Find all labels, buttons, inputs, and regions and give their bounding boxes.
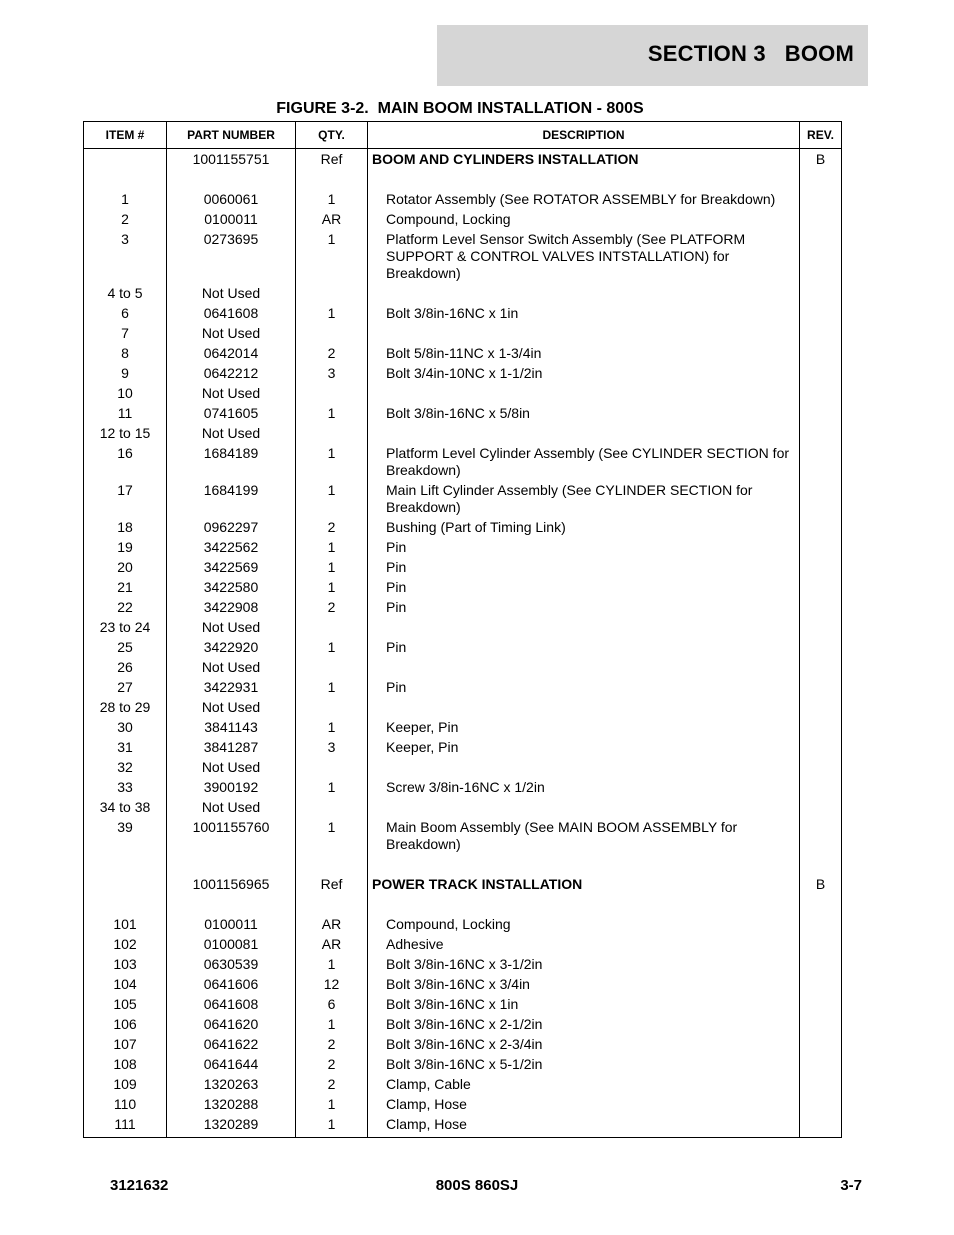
cell-qty: 12 [296, 976, 368, 996]
cell-rev [800, 819, 842, 876]
cell-item: 3 [84, 231, 167, 285]
cell-qty: 1 [296, 679, 368, 699]
table-row [84, 739, 842, 759]
cell-item: 8 [84, 345, 167, 365]
cell-item: 25 [84, 639, 167, 659]
cell-description: Bolt 3/8in-16NC x 1in [368, 305, 800, 325]
table-row [84, 1016, 842, 1036]
cell-qty [296, 425, 368, 445]
cell-item: 2 [84, 211, 167, 231]
cell-description: Main Boom Assembly (See MAIN BOOM ASSEMBLY for Breakdown) [368, 819, 800, 876]
table-row [84, 445, 842, 482]
cell-rev [800, 579, 842, 599]
cell-part-number: 0962297 [167, 519, 296, 539]
cell-description: Clamp, Hose [368, 1096, 800, 1116]
cell-qty [296, 759, 368, 779]
cell-item: 107 [84, 1036, 167, 1056]
table-row [84, 679, 842, 699]
cell-part-number: 3841287 [167, 739, 296, 759]
cell-description [368, 759, 800, 779]
cell-rev [800, 405, 842, 425]
cell-description: Bolt 3/4in-10NC x 1-1/2in [368, 365, 800, 385]
cell-qty: 1 [296, 482, 368, 519]
cell-item: 19 [84, 539, 167, 559]
cell-rev [800, 482, 842, 519]
cell-item: 4 to 5 [84, 285, 167, 305]
cell-part-number: 3841143 [167, 719, 296, 739]
table-row [84, 1036, 842, 1056]
cell-item: 18 [84, 519, 167, 539]
cell-qty: 1 [296, 539, 368, 559]
cell-description: Clamp, Cable [368, 1076, 800, 1096]
footer-page-number: 3-7 [840, 1177, 862, 1194]
cell-item: 7 [84, 325, 167, 345]
table-row [84, 956, 842, 976]
cell-qty [296, 699, 368, 719]
section-title: SECTION 3 BOOM [647, 41, 854, 66]
cell-rev [800, 679, 842, 699]
table-row [84, 599, 842, 619]
cell-item: 28 to 29 [84, 699, 167, 719]
cell-part-number: Not Used [167, 285, 296, 305]
cell-rev [800, 305, 842, 325]
cell-item: 30 [84, 719, 167, 739]
cell-item: 16 [84, 445, 167, 482]
table-row [84, 305, 842, 325]
cell-rev [800, 445, 842, 482]
cell-qty: 2 [296, 1056, 368, 1076]
cell-qty: 6 [296, 996, 368, 1016]
cell-description: Bolt 5/8in-11NC x 1-3/4in [368, 345, 800, 365]
cell-rev [800, 365, 842, 385]
cell-part-number: 3422931 [167, 679, 296, 699]
cell-rev [800, 191, 842, 211]
cell-description [368, 425, 800, 445]
cell-rev [800, 759, 842, 779]
section-header-band [437, 25, 868, 86]
cell-description: Bolt 3/8in-16NC x 2-1/2in [368, 1016, 800, 1036]
cell-part-number: 1001155760 [167, 819, 296, 876]
cell-part-number: 0641608 [167, 996, 296, 1016]
cell-rev [800, 739, 842, 759]
cell-item: 102 [84, 936, 167, 956]
header-item: ITEM # [84, 122, 167, 149]
cell-description: Bolt 3/8in-16NC x 3/4in [368, 976, 800, 996]
cell-qty [296, 659, 368, 679]
table-row [84, 211, 842, 231]
cell-item: 108 [84, 1056, 167, 1076]
table-row [84, 149, 842, 192]
cell-rev [800, 916, 842, 936]
cell-description [368, 699, 800, 719]
cell-rev [800, 976, 842, 996]
cell-description: POWER TRACK INSTALLATION [368, 876, 800, 916]
cell-qty: 1 [296, 819, 368, 876]
cell-part-number: 1001156965 [167, 876, 296, 916]
table-row [84, 539, 842, 559]
cell-rev [800, 719, 842, 739]
cell-rev [800, 519, 842, 539]
cell-qty: 3 [296, 365, 368, 385]
cell-qty: 3 [296, 739, 368, 759]
cell-qty [296, 325, 368, 345]
cell-rev [800, 956, 842, 976]
cell-rev [800, 996, 842, 1016]
table-row [84, 285, 842, 305]
table-row [84, 916, 842, 936]
cell-part-number: 3422580 [167, 579, 296, 599]
cell-part-number: Not Used [167, 325, 296, 345]
cell-part-number: 0100011 [167, 211, 296, 231]
cell-part-number: 3422920 [167, 639, 296, 659]
cell-rev [800, 425, 842, 445]
cell-qty: 1 [296, 559, 368, 579]
cell-part-number: Not Used [167, 425, 296, 445]
cell-part-number: 3422569 [167, 559, 296, 579]
cell-description: Adhesive [368, 936, 800, 956]
cell-description: Compound, Locking [368, 211, 800, 231]
cell-item: 9 [84, 365, 167, 385]
cell-rev [800, 325, 842, 345]
cell-rev [800, 539, 842, 559]
table-row [84, 365, 842, 385]
cell-part-number: 3422562 [167, 539, 296, 559]
cell-rev [800, 699, 842, 719]
cell-qty: 1 [296, 405, 368, 425]
cell-item: 12 to 15 [84, 425, 167, 445]
cell-part-number: 0642014 [167, 345, 296, 365]
header-rev: REV. [800, 122, 842, 149]
cell-part-number: 0741605 [167, 405, 296, 425]
cell-qty: 1 [296, 1016, 368, 1036]
cell-part-number: 0100011 [167, 916, 296, 936]
cell-rev [800, 599, 842, 619]
cell-description: Platform Level Sensor Switch Assembly (See PLATFORM SUPPORT & CONTROL VALVES INTSTALLATION) for Breakdown) [368, 231, 800, 285]
cell-description: Platform Level Cylinder Assembly (See CYLINDER SECTION for Breakdown) [368, 445, 800, 482]
cell-part-number: 0641608 [167, 305, 296, 325]
cell-qty: 1 [296, 1096, 368, 1116]
cell-part-number: Not Used [167, 619, 296, 639]
cell-qty: 1 [296, 305, 368, 325]
cell-item [84, 876, 167, 916]
cell-item: 17 [84, 482, 167, 519]
cell-item: 26 [84, 659, 167, 679]
cell-part-number: 1001155751 [167, 149, 296, 192]
cell-description: Keeper, Pin [368, 739, 800, 759]
cell-description: Pin [368, 539, 800, 559]
cell-part-number: 3422908 [167, 599, 296, 619]
table-row [84, 325, 842, 345]
cell-description: Screw 3/8in-16NC x 1/2in [368, 779, 800, 799]
table-row [84, 482, 842, 519]
cell-qty: AR [296, 211, 368, 231]
cell-description: Main Lift Cylinder Assembly (See CYLINDER SECTION for Breakdown) [368, 482, 800, 519]
cell-description: Bolt 3/8in-16NC x 5/8in [368, 405, 800, 425]
cell-description [368, 385, 800, 405]
table-row [84, 425, 842, 445]
table-row [84, 1056, 842, 1076]
cell-description: Pin [368, 599, 800, 619]
cell-part-number: Not Used [167, 659, 296, 679]
table-row [84, 759, 842, 779]
cell-part-number: Not Used [167, 385, 296, 405]
cell-item: 1 [84, 191, 167, 211]
table-row [84, 1096, 842, 1116]
table-row [84, 231, 842, 285]
cell-qty: Ref [296, 149, 368, 192]
table-row [84, 799, 842, 819]
cell-description [368, 325, 800, 345]
cell-qty: 1 [296, 1116, 368, 1138]
cell-qty [296, 285, 368, 305]
cell-rev [800, 1076, 842, 1096]
cell-part-number: 1684189 [167, 445, 296, 482]
cell-item: 32 [84, 759, 167, 779]
table-row [84, 559, 842, 579]
cell-qty: 1 [296, 719, 368, 739]
cell-description: Pin [368, 679, 800, 699]
cell-item: 103 [84, 956, 167, 976]
cell-rev [800, 659, 842, 679]
table-row [84, 619, 842, 639]
cell-description: Pin [368, 579, 800, 599]
cell-item: 31 [84, 739, 167, 759]
cell-part-number: 0641622 [167, 1036, 296, 1056]
cell-rev [800, 1016, 842, 1036]
cell-item [84, 149, 167, 192]
cell-qty: 1 [296, 956, 368, 976]
cell-item: 109 [84, 1076, 167, 1096]
cell-qty: 1 [296, 191, 368, 211]
parts-table-body [84, 149, 842, 1138]
cell-item: 27 [84, 679, 167, 699]
table-row [84, 1116, 842, 1138]
cell-description: Bolt 3/8in-16NC x 5-1/2in [368, 1056, 800, 1076]
cell-rev [800, 799, 842, 819]
cell-item: 6 [84, 305, 167, 325]
header-qty: QTY. [296, 122, 368, 149]
cell-qty: 2 [296, 1036, 368, 1056]
table-row [84, 876, 842, 916]
table-row [84, 345, 842, 365]
cell-item: 101 [84, 916, 167, 936]
cell-rev [800, 385, 842, 405]
table-row [84, 659, 842, 679]
cell-part-number: Not Used [167, 799, 296, 819]
cell-part-number: 0060061 [167, 191, 296, 211]
parts-table [83, 121, 842, 1138]
cell-description: Bolt 3/8in-16NC x 2-3/4in [368, 1036, 800, 1056]
cell-rev [800, 619, 842, 639]
cell-part-number: 0641620 [167, 1016, 296, 1036]
cell-item: 11 [84, 405, 167, 425]
cell-description: Pin [368, 639, 800, 659]
cell-qty: 1 [296, 639, 368, 659]
cell-rev [800, 1036, 842, 1056]
cell-description: Clamp, Hose [368, 1116, 800, 1138]
table-row [84, 579, 842, 599]
table-row [84, 996, 842, 1016]
cell-qty [296, 385, 368, 405]
cell-description: Pin [368, 559, 800, 579]
cell-part-number: Not Used [167, 759, 296, 779]
table-header-row [84, 122, 842, 149]
cell-description: Rotator Assembly (See ROTATOR ASSEMBLY for Breakdown) [368, 191, 800, 211]
figure-title: FIGURE 3-2. MAIN BOOM INSTALLATION - 800S [276, 100, 644, 117]
cell-rev [800, 345, 842, 365]
cell-rev: B [800, 149, 842, 192]
header-part-number: PART NUMBER [167, 122, 296, 149]
header-description: DESCRIPTION [368, 122, 800, 149]
cell-qty: AR [296, 936, 368, 956]
table-row [84, 639, 842, 659]
cell-description: Bolt 3/8in-16NC x 3-1/2in [368, 956, 800, 976]
cell-item: 110 [84, 1096, 167, 1116]
cell-part-number: 0273695 [167, 231, 296, 285]
cell-description [368, 285, 800, 305]
cell-part-number: 0100081 [167, 936, 296, 956]
cell-item: 105 [84, 996, 167, 1016]
cell-part-number: 1684199 [167, 482, 296, 519]
cell-item: 106 [84, 1016, 167, 1036]
cell-rev [800, 285, 842, 305]
cell-item: 22 [84, 599, 167, 619]
cell-item: 104 [84, 976, 167, 996]
cell-part-number: 0641644 [167, 1056, 296, 1076]
cell-qty: 2 [296, 519, 368, 539]
cell-part-number: 1320263 [167, 1076, 296, 1096]
cell-part-number: 0641606 [167, 976, 296, 996]
cell-item: 10 [84, 385, 167, 405]
table-row [84, 191, 842, 211]
cell-item: 21 [84, 579, 167, 599]
table-row [84, 936, 842, 956]
cell-part-number: 0642212 [167, 365, 296, 385]
cell-description [368, 799, 800, 819]
table-row [84, 1076, 842, 1096]
cell-qty: 2 [296, 599, 368, 619]
cell-description: Bushing (Part of Timing Link) [368, 519, 800, 539]
table-row [84, 405, 842, 425]
cell-item: 39 [84, 819, 167, 876]
cell-qty: 2 [296, 345, 368, 365]
cell-part-number: 0630539 [167, 956, 296, 976]
table-row [84, 699, 842, 719]
cell-rev [800, 1056, 842, 1076]
cell-item: 34 to 38 [84, 799, 167, 819]
table-row [84, 385, 842, 405]
cell-rev [800, 211, 842, 231]
table-row [84, 819, 842, 876]
cell-description: BOOM AND CYLINDERS INSTALLATION [368, 149, 800, 192]
cell-item: 33 [84, 779, 167, 799]
cell-rev [800, 639, 842, 659]
cell-part-number: 3900192 [167, 779, 296, 799]
cell-rev [800, 231, 842, 285]
cell-part-number: 1320289 [167, 1116, 296, 1138]
cell-qty: 1 [296, 579, 368, 599]
cell-qty: 1 [296, 779, 368, 799]
cell-rev [800, 1096, 842, 1116]
table-row [84, 779, 842, 799]
table-row [84, 519, 842, 539]
cell-rev [800, 936, 842, 956]
cell-description: Keeper, Pin [368, 719, 800, 739]
cell-qty [296, 799, 368, 819]
table-row [84, 719, 842, 739]
cell-qty: AR [296, 916, 368, 936]
cell-item: 20 [84, 559, 167, 579]
cell-rev [800, 779, 842, 799]
cell-qty: 1 [296, 445, 368, 482]
cell-qty [296, 619, 368, 639]
cell-rev [800, 559, 842, 579]
cell-item: 23 to 24 [84, 619, 167, 639]
cell-description: Bolt 3/8in-16NC x 1in [368, 996, 800, 1016]
cell-description: Compound, Locking [368, 916, 800, 936]
footer-doc-number: 3121632 [110, 1177, 169, 1194]
cell-description [368, 659, 800, 679]
table-row [84, 976, 842, 996]
cell-rev [800, 1116, 842, 1138]
cell-qty: 2 [296, 1076, 368, 1096]
cell-description [368, 619, 800, 639]
cell-qty: Ref [296, 876, 368, 916]
cell-part-number: Not Used [167, 699, 296, 719]
cell-item: 111 [84, 1116, 167, 1138]
footer-model: 800S 860SJ [435, 1177, 519, 1194]
cell-rev: B [800, 876, 842, 916]
cell-part-number: 1320288 [167, 1096, 296, 1116]
cell-qty: 1 [296, 231, 368, 285]
